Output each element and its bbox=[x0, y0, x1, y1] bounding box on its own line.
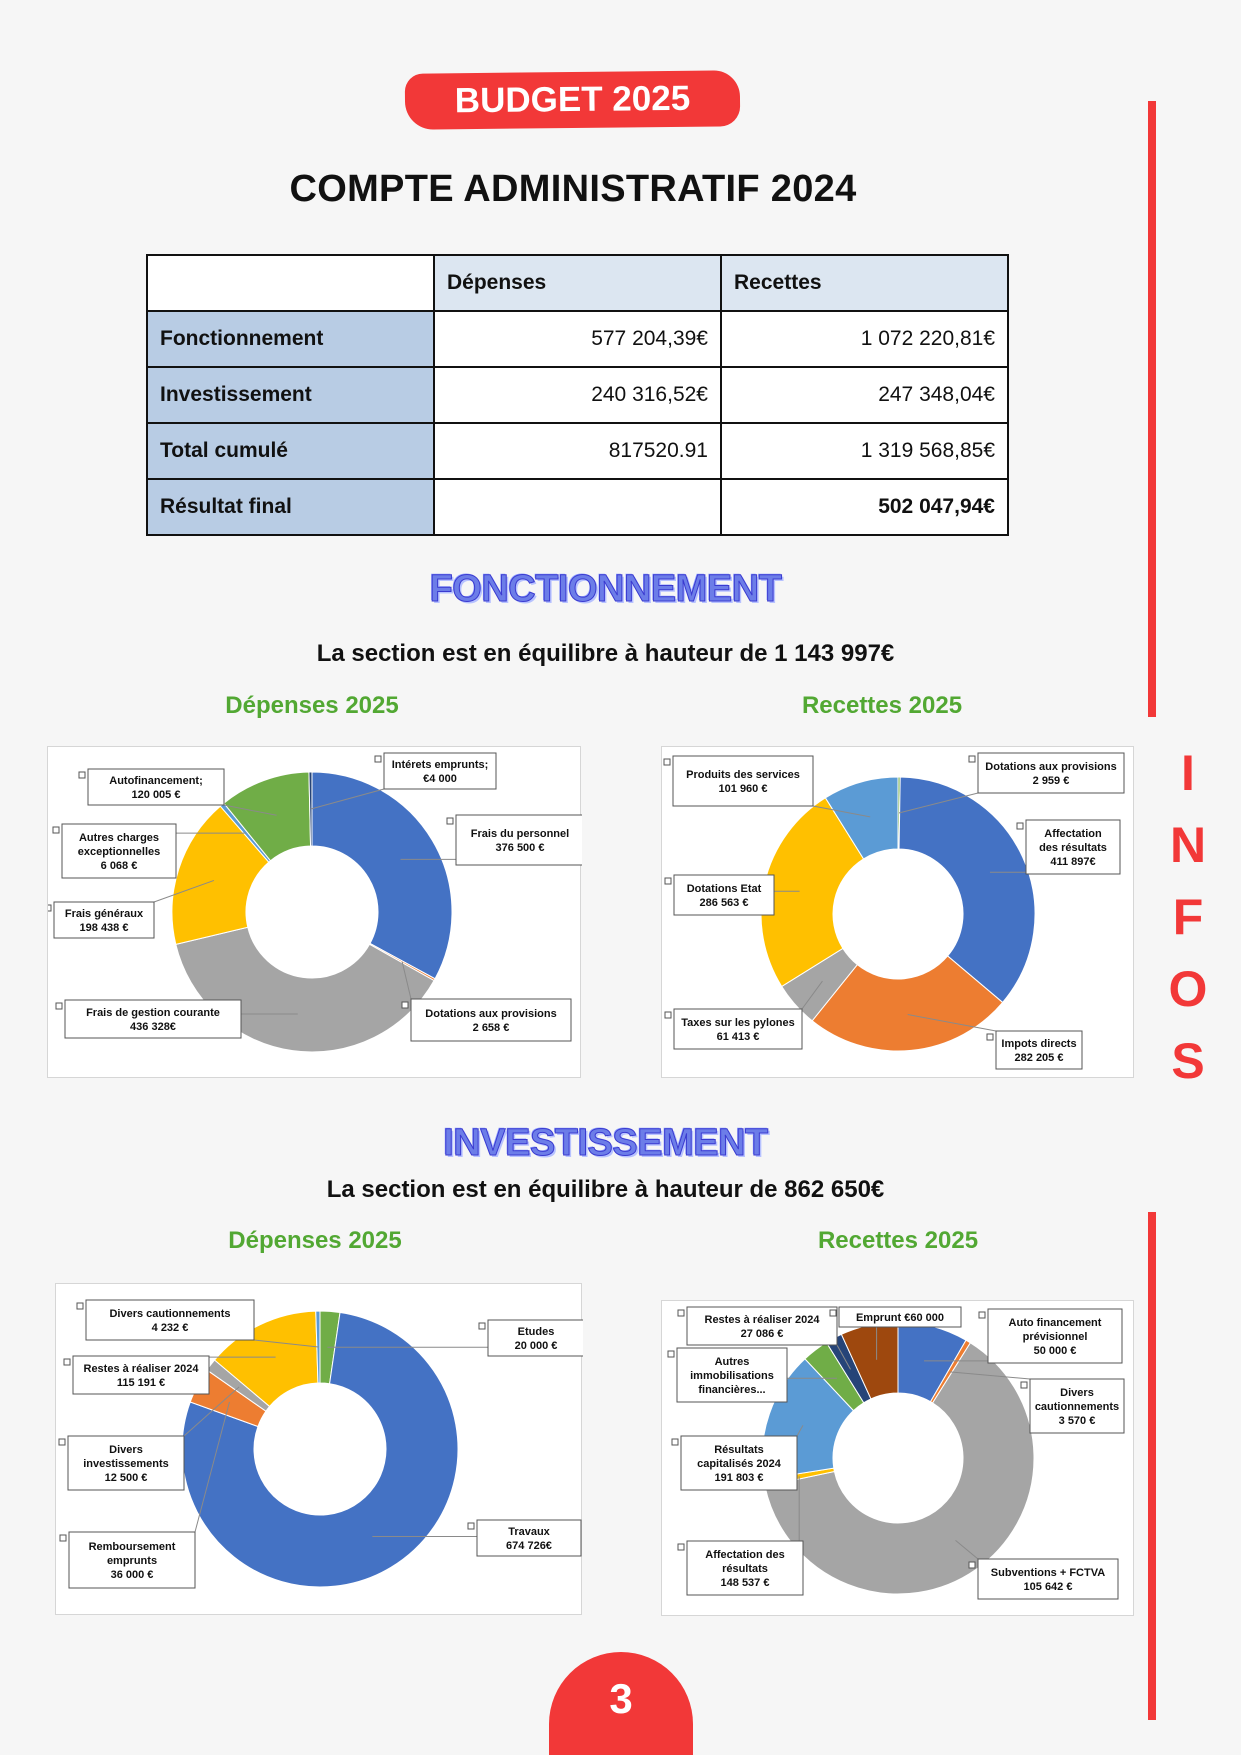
legend-swatch bbox=[64, 1359, 70, 1365]
infos-letter: I bbox=[1181, 745, 1195, 801]
data-label-text: 436 328€ bbox=[130, 1021, 176, 1033]
side-bar-top bbox=[1148, 101, 1156, 717]
data-label-text: prévisionnel bbox=[1022, 1331, 1088, 1343]
donut-slice-affectation-des-resultats bbox=[899, 777, 1035, 1002]
row-label: Investissement bbox=[147, 367, 434, 423]
legend-swatch bbox=[678, 1310, 684, 1316]
row-label: Total cumulé bbox=[147, 423, 434, 479]
data-label-text: €4 000 bbox=[423, 773, 457, 785]
data-label-dotations-aux-provisions bbox=[969, 753, 1124, 793]
legend-swatch bbox=[668, 1351, 674, 1357]
chart-title-invest-recettes: Recettes 2025 bbox=[817, 1227, 979, 1254]
data-label-text: Restes à réaliser 2024 bbox=[83, 1363, 199, 1375]
section-subtitle-investissement: La section est en équilibre à hauteur de 862 650€ bbox=[326, 1176, 885, 1203]
data-label-text: Divers bbox=[109, 1444, 143, 1456]
data-label-text: 198 438 € bbox=[79, 922, 129, 934]
data-label-text: 12 500 € bbox=[104, 1472, 148, 1484]
data-label-box bbox=[86, 1300, 254, 1340]
section-title-investissement: INVESTISSEMENT bbox=[443, 1122, 768, 1164]
table-row bbox=[147, 367, 1008, 423]
table-row bbox=[147, 423, 1008, 479]
section-title-fonctionnement: FONCTIONNEMENT bbox=[429, 568, 782, 610]
data-label-divers-investissements bbox=[59, 1436, 184, 1490]
infos-vertical-label bbox=[1158, 737, 1218, 1097]
data-label-text: 286 563 € bbox=[699, 897, 749, 909]
data-label-text: Intérets emprunts; bbox=[391, 759, 489, 771]
data-label-text: Frais généraux bbox=[64, 908, 144, 920]
cell-recettes: 502 047,94€ bbox=[721, 479, 1008, 535]
data-label-etudes bbox=[479, 1320, 583, 1356]
infos-letter: O bbox=[1168, 961, 1208, 1017]
table-header-row bbox=[147, 255, 1008, 311]
data-label-text: 2 959 € bbox=[1032, 775, 1070, 787]
row-label: Résultat final bbox=[147, 479, 434, 535]
table-header-empty bbox=[147, 255, 434, 311]
donut-chart-invest-depenses bbox=[55, 1283, 582, 1615]
legend-swatch bbox=[665, 1012, 671, 1018]
legend-swatch bbox=[402, 1002, 408, 1008]
chart-svg bbox=[662, 747, 1135, 1079]
data-label-remboursement-emprunts bbox=[60, 1532, 195, 1588]
donut-chart-invest-recettes bbox=[661, 1300, 1134, 1616]
data-label-text: Divers cautionnements bbox=[109, 1308, 231, 1320]
data-label-text: Travaux bbox=[508, 1526, 550, 1538]
data-label-text: 2 658 € bbox=[472, 1022, 510, 1034]
data-label-text: Affectation bbox=[1044, 828, 1102, 840]
data-label-text: 282 205 € bbox=[1014, 1052, 1064, 1064]
data-label-text: Dotations aux provisions bbox=[985, 761, 1117, 773]
row-label: Fonctionnement bbox=[147, 311, 434, 367]
data-label-text: Etudes bbox=[517, 1326, 555, 1338]
chart-title-fonct-depenses: Dépenses 2025 bbox=[225, 692, 399, 719]
data-label-text: Affectation des bbox=[705, 1549, 785, 1561]
data-label-taxes-sur-les-pylones bbox=[665, 1009, 802, 1049]
table-header-recettes: Recettes bbox=[721, 255, 1008, 311]
data-label-text: Emprunt €60 000 bbox=[855, 1312, 945, 1324]
data-label-text: des résultats bbox=[1039, 842, 1107, 854]
infos-letter: S bbox=[1171, 1033, 1205, 1089]
infos-letter: F bbox=[1172, 889, 1204, 945]
data-label-restes-a-realiser-2024 bbox=[64, 1356, 209, 1394]
cell-depenses: 817520.91 bbox=[434, 423, 721, 479]
data-label-text: immobilisations bbox=[690, 1370, 774, 1382]
side-bar-bottom bbox=[1148, 1212, 1156, 1720]
data-label-frais-du-personnel bbox=[447, 815, 582, 865]
data-label-divers-cautionnements bbox=[1021, 1379, 1124, 1433]
data-label-impots-directs bbox=[987, 1031, 1082, 1069]
legend-swatch bbox=[979, 1312, 985, 1318]
data-label-box bbox=[411, 999, 571, 1041]
data-label-affectation-des-resultats bbox=[1017, 820, 1120, 874]
data-label-text: 148 537 € bbox=[720, 1577, 770, 1589]
legend-swatch bbox=[447, 818, 453, 824]
chart-title-fonct-recettes: Recettes 2025 bbox=[801, 692, 963, 719]
data-label-box bbox=[978, 1559, 1118, 1599]
legend-swatch bbox=[665, 878, 671, 884]
data-label-dotations-aux-provisions bbox=[402, 999, 571, 1041]
data-label-autres-charges-exceptionnelles bbox=[53, 824, 176, 878]
data-label-text: 101 960 € bbox=[718, 783, 768, 795]
data-label-affectation-des-resultats bbox=[678, 1541, 803, 1595]
infos-letter: N bbox=[1169, 817, 1207, 873]
data-label-text: capitalisés 2024 bbox=[697, 1458, 781, 1470]
legend-swatch bbox=[79, 772, 85, 778]
legend-swatch bbox=[1021, 1382, 1027, 1388]
data-label-text: résultats bbox=[722, 1563, 768, 1575]
data-label-text: investissements bbox=[83, 1458, 169, 1470]
table-row bbox=[147, 479, 1008, 535]
data-label-text: 674 726€ bbox=[506, 1540, 552, 1552]
data-label-box bbox=[673, 756, 813, 806]
chart-title-invest-depenses: Dépenses 2025 bbox=[228, 1227, 402, 1254]
data-label-text: Frais de gestion courante bbox=[86, 1007, 220, 1019]
data-label-text: Restes à réaliser 2024 bbox=[704, 1314, 820, 1326]
data-label-text: 115 191 € bbox=[116, 1377, 166, 1389]
cell-recettes: 1 072 220,81€ bbox=[721, 311, 1008, 367]
data-label-text: Autofinancement; bbox=[109, 775, 203, 787]
legend-swatch bbox=[468, 1523, 474, 1529]
cell-recettes: 1 319 568,85€ bbox=[721, 423, 1008, 479]
legend-swatch bbox=[479, 1323, 485, 1329]
table-header-depenses: Dépenses bbox=[434, 255, 721, 311]
cell-depenses: 577 204,39€ bbox=[434, 311, 721, 367]
data-label-resultats-capitalises-2024 bbox=[672, 1436, 797, 1490]
page-number: 3 bbox=[549, 1652, 693, 1755]
data-label-text: 120 005 € bbox=[131, 789, 181, 801]
data-label-text: Produits des services bbox=[686, 769, 800, 781]
legend-swatch bbox=[59, 1439, 65, 1445]
legend-swatch bbox=[60, 1535, 66, 1541]
legend-swatch bbox=[1017, 823, 1023, 829]
data-label-auto-financement-previsionnel bbox=[979, 1309, 1122, 1363]
data-label-text: 376 500 € bbox=[495, 842, 545, 854]
data-label-text: Autres bbox=[714, 1356, 750, 1368]
data-label-text: cautionnements bbox=[1034, 1401, 1120, 1413]
data-label-produits-des-services bbox=[664, 756, 813, 806]
chart-svg bbox=[662, 1301, 1135, 1617]
summary-table bbox=[146, 254, 1009, 536]
data-label-text: 61 413 € bbox=[716, 1031, 760, 1043]
legend-swatch bbox=[672, 1439, 678, 1445]
legend-swatch bbox=[969, 756, 975, 762]
data-label-box bbox=[674, 1009, 802, 1049]
legend-swatch bbox=[56, 1003, 62, 1009]
cell-depenses bbox=[434, 479, 721, 535]
cell-depenses: 240 316,52€ bbox=[434, 367, 721, 423]
legend-swatch bbox=[969, 1562, 975, 1568]
data-label-box bbox=[674, 875, 774, 915]
data-label-text: Taxes sur les pylones bbox=[681, 1017, 795, 1029]
data-label-text: exceptionnelles bbox=[77, 846, 161, 858]
data-label-text: Dotations aux provisions bbox=[425, 1008, 557, 1020]
data-label-interets-emprunts bbox=[375, 753, 496, 789]
data-label-restes-a-realiser-2024 bbox=[678, 1307, 837, 1345]
budget-badge: BUDGET 2025 bbox=[405, 70, 741, 130]
donut-chart-fonct-depenses bbox=[47, 746, 581, 1078]
page-title: COMPTE ADMINISTRATIF 2024 bbox=[289, 168, 857, 210]
data-label-text: 411 897€ bbox=[1050, 856, 1096, 868]
data-label-text: Impots directs bbox=[1001, 1038, 1077, 1050]
legend-swatch bbox=[77, 1303, 83, 1309]
data-label-text: 27 086 € bbox=[740, 1328, 784, 1340]
data-label-text: 20 000 € bbox=[514, 1340, 558, 1352]
chart-svg bbox=[48, 747, 582, 1079]
legend-swatch bbox=[375, 756, 381, 762]
data-label-frais-de-gestion-courante bbox=[56, 1000, 241, 1038]
data-label-text: emprunts bbox=[106, 1555, 158, 1567]
data-label-text: Autres charges bbox=[78, 832, 160, 844]
table-row bbox=[147, 311, 1008, 367]
chart-svg bbox=[56, 1284, 583, 1616]
section-subtitle-fonctionnement: La section est en équilibre à hauteur de 1 143 997€ bbox=[316, 640, 895, 667]
data-label-box bbox=[456, 815, 582, 865]
data-label-text: Résultats bbox=[714, 1444, 764, 1456]
legend-swatch bbox=[48, 905, 51, 911]
data-label-text: 105 642 € bbox=[1023, 1581, 1073, 1593]
data-label-text: 191 803 € bbox=[714, 1472, 764, 1484]
data-label-text: 3 570 € bbox=[1058, 1415, 1096, 1427]
legend-swatch bbox=[830, 1310, 836, 1316]
data-label-text: 36 000 € bbox=[110, 1569, 154, 1581]
cell-recettes: 247 348,04€ bbox=[721, 367, 1008, 423]
data-label-frais-generaux bbox=[48, 902, 154, 938]
data-label-autofinancement bbox=[79, 769, 224, 805]
legend-swatch bbox=[987, 1034, 993, 1040]
donut-chart-fonct-recettes bbox=[661, 746, 1134, 1078]
data-label-text: Subventions + FCTVA bbox=[990, 1567, 1106, 1579]
data-label-box bbox=[978, 753, 1124, 793]
legend-swatch bbox=[678, 1544, 684, 1550]
legend-swatch bbox=[664, 759, 670, 765]
data-label-text: Dotations Etat bbox=[686, 883, 762, 895]
data-label-text: Auto financement bbox=[1008, 1317, 1102, 1329]
data-label-text: Divers bbox=[1060, 1387, 1094, 1399]
data-label-text: 6 068 € bbox=[100, 860, 138, 872]
data-label-text: Frais du personnel bbox=[470, 828, 570, 840]
legend-swatch bbox=[53, 827, 59, 833]
data-label-divers-cautionnements bbox=[77, 1300, 254, 1340]
data-label-text: Remboursement bbox=[88, 1541, 176, 1553]
data-label-text: 4 232 € bbox=[151, 1322, 189, 1334]
data-label-travaux bbox=[468, 1520, 581, 1556]
data-label-dotations-etat bbox=[665, 875, 774, 915]
data-label-autres-immobilisations-financieres bbox=[668, 1348, 787, 1402]
data-label-text: financières... bbox=[698, 1384, 766, 1396]
data-label-subventions-fctva bbox=[969, 1559, 1118, 1599]
data-label-text: 50 000 € bbox=[1033, 1345, 1077, 1357]
data-label-emprunt bbox=[830, 1307, 961, 1327]
